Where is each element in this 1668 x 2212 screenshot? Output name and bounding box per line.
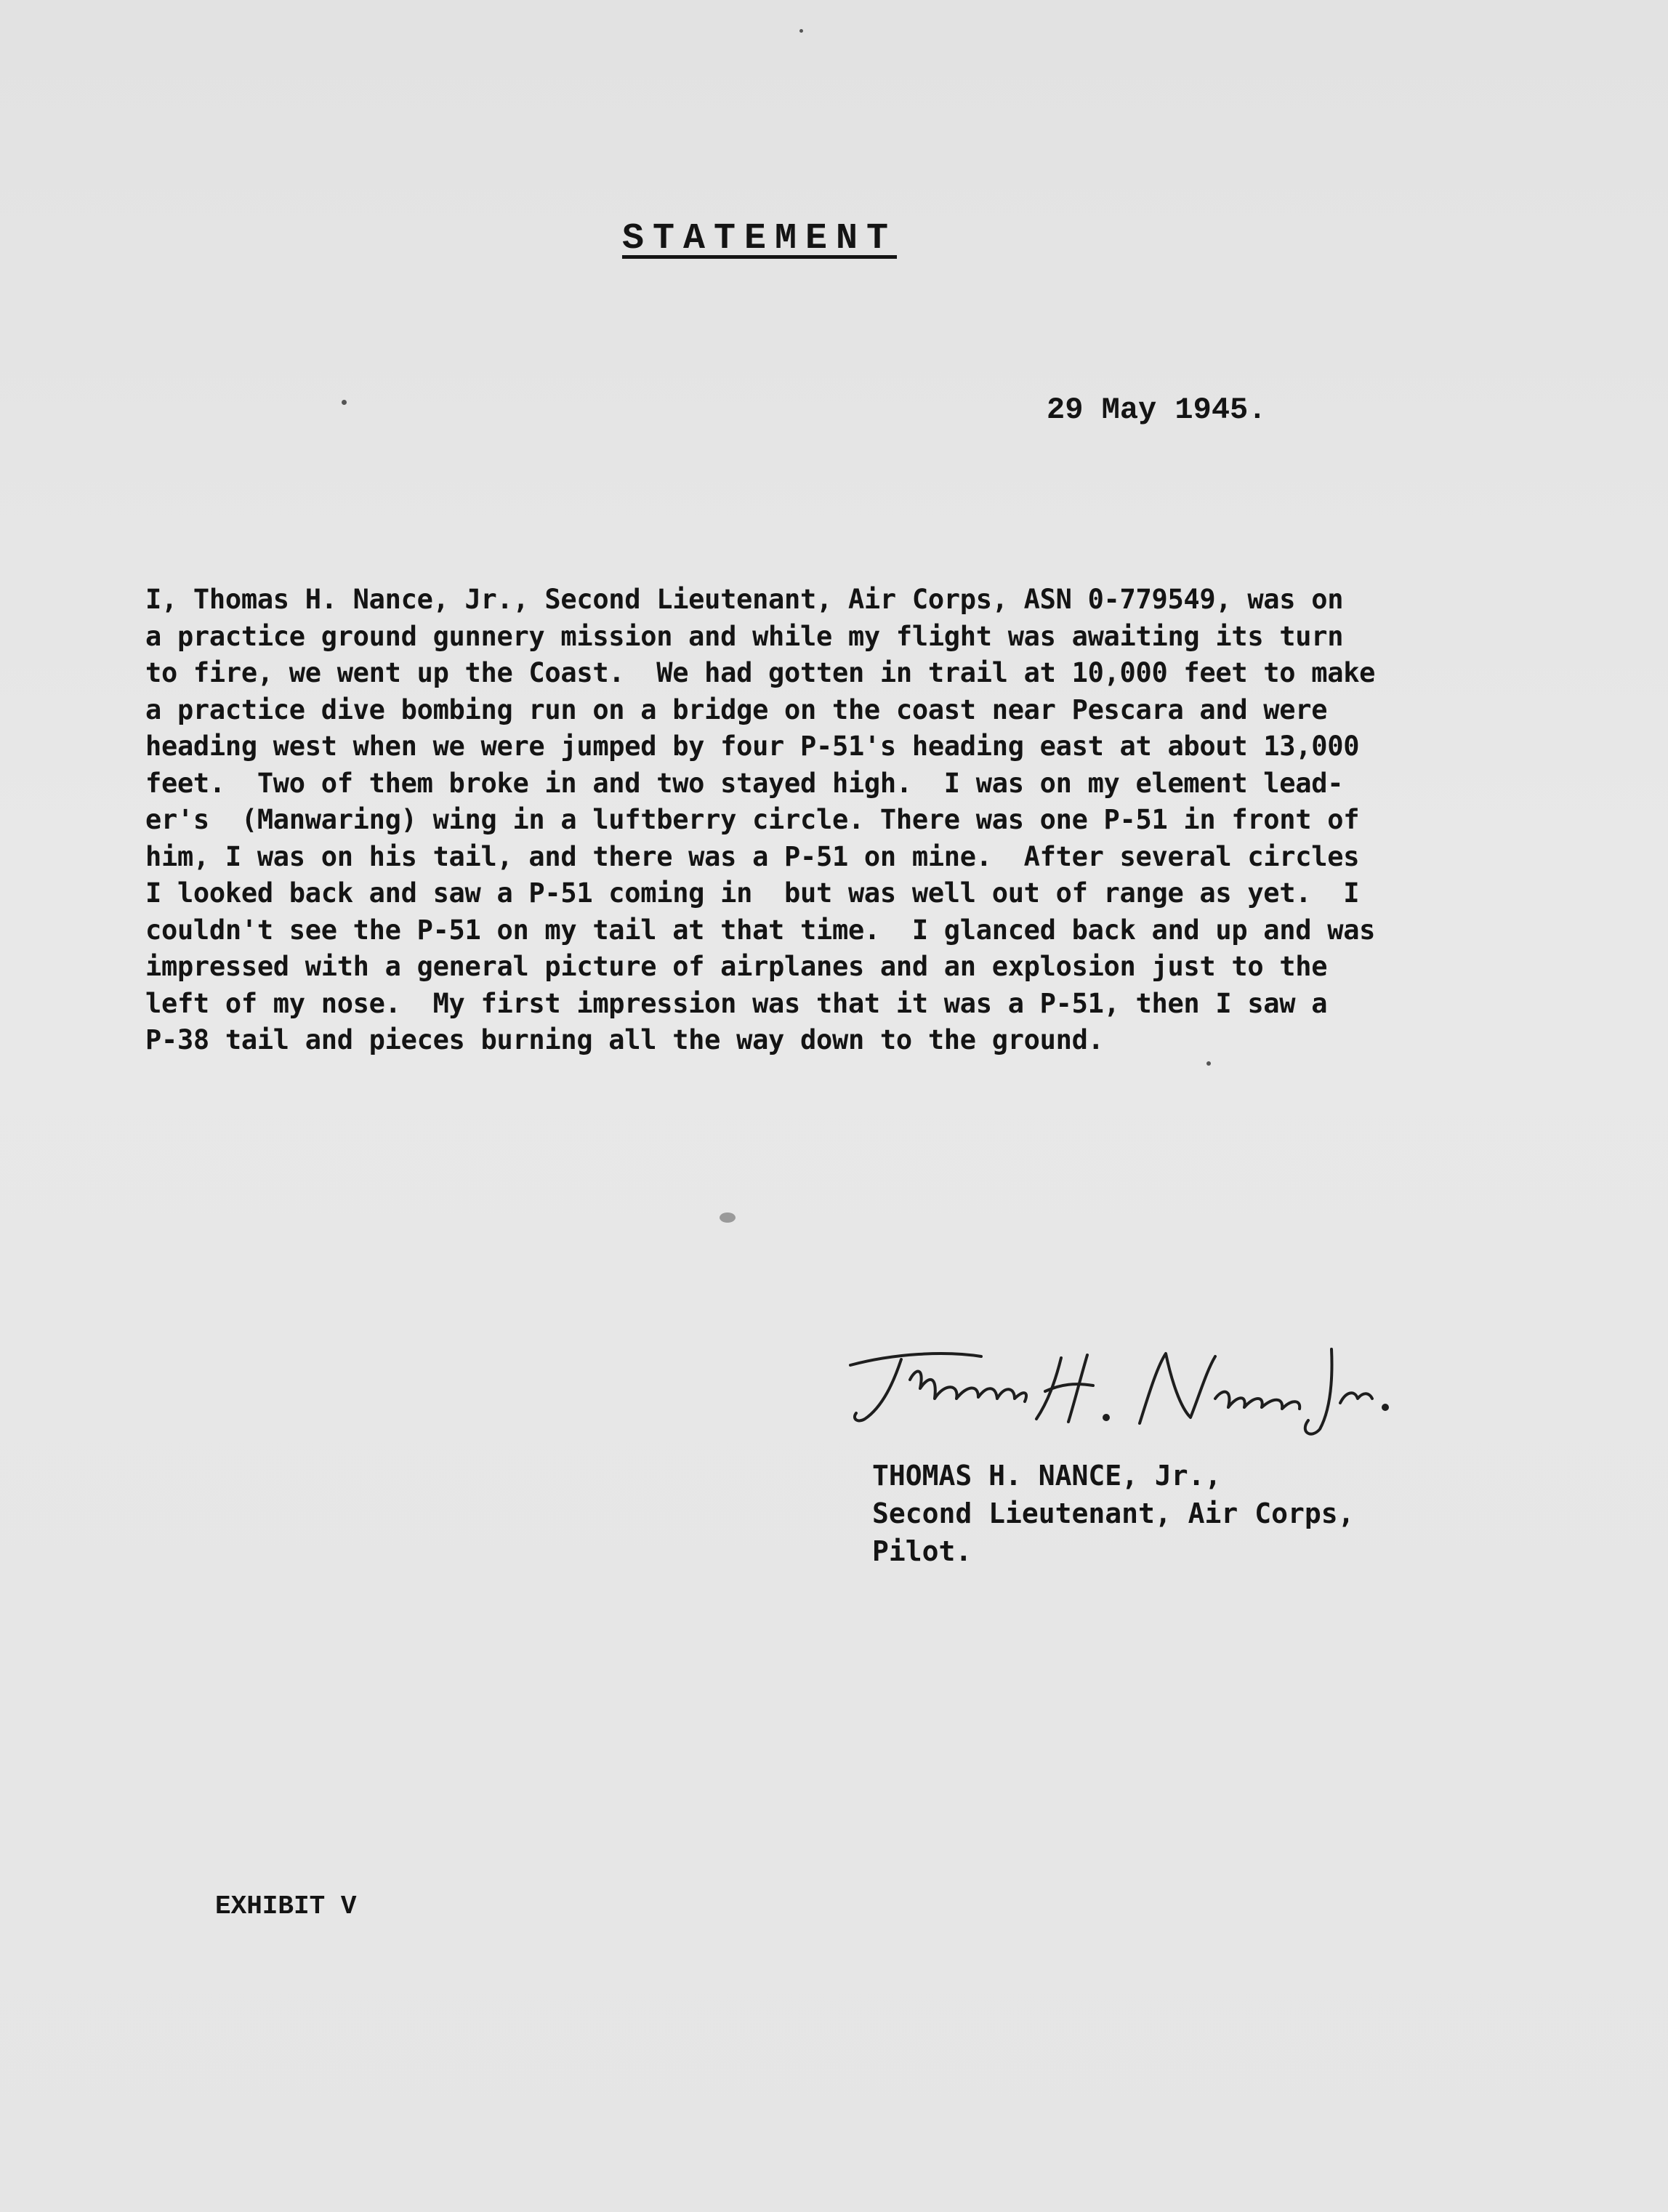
paper-speck (1206, 1061, 1211, 1066)
signatory-role: Pilot. (872, 1535, 972, 1567)
body-line: heading west when we were jumped by four P-51's heading east at about 13,000 (145, 731, 1360, 762)
body-line: him, I was on his tail, and there was a P-51 on mine. After several circles (145, 840, 1360, 872)
body-line: a practice dive bombing run on a bridge on the coast near Pescara and were (145, 693, 1328, 725)
body-line: er's (Manwaring) wing in a luftberry circle. There was one P-51 in front of (145, 804, 1360, 835)
body-line: I looked back and saw a P-51 coming in but was well out of range as yet. I (145, 877, 1360, 909)
document-title: STATEMENT (621, 218, 898, 260)
body-line: impressed with a general picture of airplanes and an explosion just to the (145, 951, 1328, 982)
body-line: couldn't see the P-51 on my tail at that time. I glanced back and up and was (145, 914, 1376, 946)
paper-speck (720, 1212, 736, 1223)
body-line: P-38 tail and pieces burning all the way down to the ground. (145, 1024, 1104, 1055)
body-line: feet. Two of them broke in and two stayed high. I was on my element lead- (145, 767, 1344, 799)
statement-date: 29 May 1945. (1047, 393, 1267, 427)
body-line: I, Thomas H. Nance, Jr., Second Lieutenant, Air Corps, ASN 0-779549, was on (145, 584, 1344, 615)
signatory-name: THOMAS H. NANCE, Jr., (872, 1460, 1222, 1492)
signatory-block (872, 1457, 1354, 1570)
handwritten-signature (843, 1338, 1395, 1439)
body-line: left of my nose. My first impression was that it was a P-51, then I saw a (145, 987, 1328, 1019)
body-line: a practice ground gunnery mission and while my flight was awaiting its turn (145, 620, 1344, 652)
body-line: to fire, we went up the Coast. We had gotten in trail at 10,000 feet to make (145, 657, 1376, 688)
paper-speck (799, 29, 803, 33)
paper-speck (342, 400, 347, 405)
statement-body (145, 582, 1563, 1059)
exhibit-label: EXHIBIT V (215, 1891, 357, 1921)
signatory-rank: Second Lieutenant, Air Corps, (872, 1497, 1355, 1529)
